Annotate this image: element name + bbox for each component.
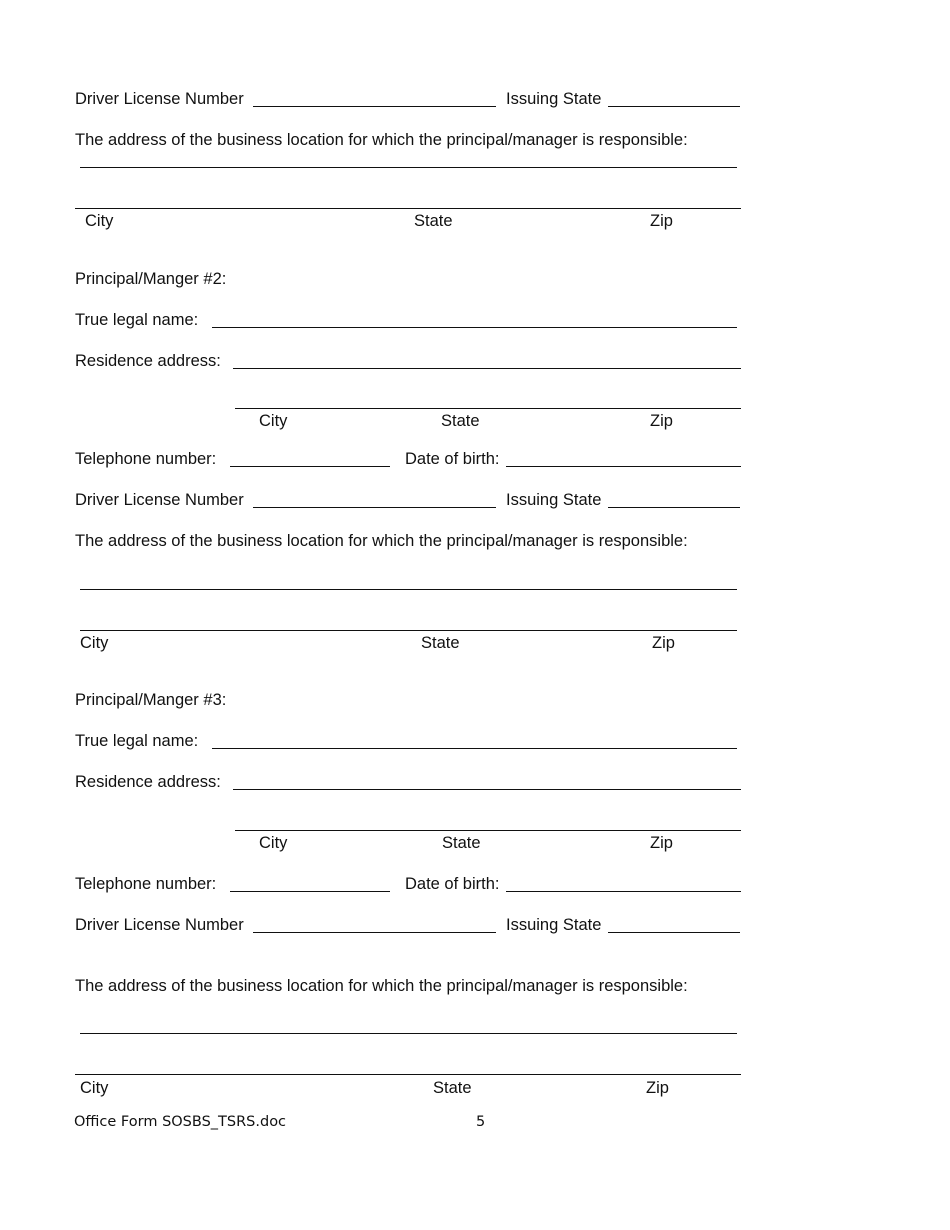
business-address-line-2[interactable] [75,208,741,209]
footer-filename: Office Form SOSBS_TSRS.doc [74,1114,287,1130]
business-address-line-2[interactable] [80,630,737,631]
business-zip-caption: Zip [652,634,675,652]
issuing-state-label: Issuing State [506,491,602,509]
residence-state-caption: State [441,412,480,430]
dob-field[interactable] [506,891,741,892]
business-address-line-1[interactable] [80,1033,737,1034]
residence-zip-caption: Zip [650,412,673,430]
dl-label: Driver License Number [75,916,244,934]
business-city-caption: City [85,212,114,230]
business-zip-caption: Zip [650,212,673,230]
business-state-caption: State [433,1079,472,1097]
business-city-caption: City [80,1079,109,1097]
dob-label: Date of birth: [405,875,500,893]
dl-number-field[interactable] [253,932,496,933]
business-state-caption: State [421,634,460,652]
business-address-prompt: The address of the business location for which the principal/manager is responsible: [75,131,688,149]
business-address-line-2[interactable] [75,1074,741,1075]
business-zip-caption: Zip [646,1079,669,1097]
residence-address-line-2[interactable] [235,830,741,831]
footer-page-number: 5 [476,1114,486,1130]
issuing-state-field[interactable] [608,932,740,933]
telephone-label: Telephone number: [75,875,217,893]
residence-address-line-1[interactable] [233,368,741,369]
principal-2-heading: Principal/Manger #2: [75,270,227,288]
business-address-line-1[interactable] [80,589,737,590]
issuing-state-field[interactable] [608,106,740,107]
residence-address-line-2[interactable] [235,408,741,409]
legal-name-label: True legal name: [75,311,199,329]
business-state-caption: State [414,212,453,230]
telephone-label: Telephone number: [75,450,217,468]
residence-state-caption: State [442,834,481,852]
dob-field[interactable] [506,466,741,467]
dl-label: Driver License Number [75,90,244,108]
residence-city-caption: City [259,834,288,852]
residence-city-caption: City [259,412,288,430]
principal-3-heading: Principal/Manger #3: [75,691,227,709]
residence-zip-caption: Zip [650,834,673,852]
legal-name-field[interactable] [212,748,737,749]
dob-label: Date of birth: [405,450,500,468]
issuing-state-label: Issuing State [506,90,602,108]
business-address-line-1[interactable] [80,167,737,168]
residence-address-line-1[interactable] [233,789,741,790]
legal-name-field[interactable] [212,327,737,328]
dl-number-field[interactable] [253,507,496,508]
telephone-field[interactable] [230,466,390,467]
residence-address-label: Residence address: [75,773,221,791]
telephone-field[interactable] [230,891,390,892]
legal-name-label: True legal name: [75,732,199,750]
business-address-prompt: The address of the business location for which the principal/manager is responsible: [75,532,688,550]
residence-address-label: Residence address: [75,352,221,370]
business-address-prompt: The address of the business location for which the principal/manager is responsible: [75,977,688,995]
issuing-state-field[interactable] [608,507,740,508]
dl-number-field[interactable] [253,106,496,107]
business-city-caption: City [80,634,109,652]
dl-label: Driver License Number [75,491,244,509]
issuing-state-label: Issuing State [506,916,602,934]
